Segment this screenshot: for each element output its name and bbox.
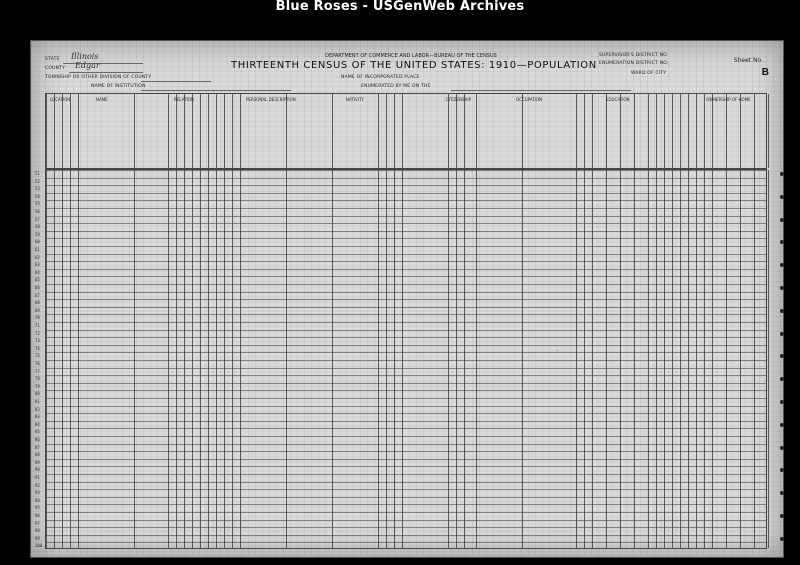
column-rule — [168, 94, 169, 168]
column-rule — [620, 94, 621, 168]
row-rule — [46, 208, 766, 209]
column-rule — [584, 170, 585, 548]
row-rule — [46, 330, 766, 331]
row-rule — [46, 292, 766, 293]
county-value: Edgar — [75, 61, 100, 70]
column-rule — [54, 94, 55, 168]
row-rule — [46, 322, 766, 323]
row-number: 93 — [35, 490, 40, 496]
row-number: 72 — [35, 330, 40, 336]
institution-line — [141, 90, 291, 91]
column-rule — [46, 170, 47, 548]
row-number: 86 — [35, 437, 40, 442]
column-rule — [712, 170, 713, 548]
column-group-label: LOCATION — [50, 97, 71, 102]
column-rule — [606, 170, 607, 548]
column-rule — [522, 170, 523, 548]
binding-hole — [780, 286, 784, 290]
row-rule — [46, 413, 766, 414]
row-rule — [46, 216, 766, 217]
row-number: 89 — [35, 459, 40, 465]
binding-hole — [780, 514, 784, 518]
institution-label: NAME OF INSTITUTION — [91, 84, 146, 89]
column-rule — [476, 94, 477, 168]
row-rule — [46, 535, 766, 536]
column-rule — [768, 94, 769, 168]
row-rule — [46, 360, 766, 361]
row-rule — [46, 375, 766, 376]
row-rule — [46, 482, 766, 483]
column-rule — [768, 170, 769, 548]
enumerated-label: ENUMERATED BY ME ON THE — [361, 84, 431, 89]
row-number: 56 — [35, 209, 40, 214]
column-rule — [634, 170, 635, 548]
column-rule — [192, 94, 193, 168]
row-rule — [46, 406, 766, 407]
row-rule — [46, 390, 766, 391]
column-rule — [224, 170, 225, 548]
state-value: Illinois — [71, 52, 99, 61]
sheet-letter: B — [761, 67, 769, 78]
row-number: 57 — [35, 216, 40, 222]
row-number: 74 — [35, 345, 40, 351]
row-rule — [46, 276, 766, 277]
binding-hole — [780, 446, 784, 450]
column-rule — [46, 94, 47, 168]
column-rule — [476, 170, 477, 548]
row-number: 58 — [35, 224, 40, 230]
row-rule — [46, 436, 766, 437]
township-label: TOWNSHIP OR OTHER DIVISION OF COUNTY — [45, 75, 152, 80]
row-rule — [46, 489, 766, 490]
column-rule — [286, 170, 287, 548]
row-number: 77 — [35, 368, 40, 374]
column-rule — [332, 94, 333, 168]
row-number: 82 — [35, 406, 40, 412]
row-number: 64 — [35, 269, 40, 275]
column-rule — [176, 94, 177, 168]
column-rule — [704, 170, 705, 548]
row-rule — [46, 284, 766, 285]
row-rule — [46, 512, 766, 513]
binding-hole — [780, 195, 784, 199]
column-rule — [62, 94, 63, 168]
row-number: 81 — [35, 399, 40, 404]
column-rule — [726, 94, 727, 168]
row-number: 70 — [35, 315, 40, 321]
row-rule — [46, 352, 766, 353]
enumerated-line — [451, 90, 631, 91]
row-number: 71 — [35, 323, 40, 328]
row-number: 73 — [35, 338, 40, 344]
row-number: 88 — [35, 452, 40, 458]
column-rule — [688, 94, 689, 168]
column-rule — [740, 94, 741, 168]
row-number: 94 — [35, 497, 40, 503]
column-rule — [522, 94, 523, 168]
column-rule — [648, 94, 649, 168]
column-rule — [378, 170, 379, 548]
column-rule — [176, 170, 177, 548]
row-rule — [46, 185, 766, 186]
row-number: 51 — [35, 171, 40, 176]
incorporated-label: NAME OF INCORPORATED PLACE — [341, 75, 420, 80]
sheet-number-label: Sheet No. — [733, 57, 763, 64]
column-rule — [192, 170, 193, 548]
column-rule — [54, 170, 55, 548]
row-rule — [46, 428, 766, 429]
row-rule — [46, 383, 766, 384]
column-rule — [664, 94, 665, 168]
row-number: 69 — [35, 307, 40, 313]
column-rule — [592, 94, 593, 168]
column-group-label: EDUCATION — [606, 97, 630, 102]
row-rule — [46, 345, 766, 346]
column-rule — [576, 94, 577, 168]
row-rule — [46, 299, 766, 300]
row-rule — [46, 527, 766, 528]
column-rule — [70, 94, 71, 168]
row-number: 53 — [35, 186, 40, 192]
column-rule — [232, 170, 233, 548]
row-number: 75 — [35, 353, 40, 359]
column-rule — [448, 170, 449, 548]
row-number: 100 — [35, 543, 43, 549]
column-rule — [216, 94, 217, 168]
row-number: 79 — [35, 383, 40, 389]
row-rule — [46, 474, 766, 475]
column-rule — [168, 170, 169, 548]
binding-hole — [780, 423, 784, 427]
enum-district-label: ENUMERATION DISTRICT NO. — [599, 61, 669, 66]
column-rule — [576, 170, 577, 548]
row-rule — [46, 444, 766, 445]
column-rule — [286, 94, 287, 168]
column-rule — [688, 170, 689, 548]
row-number: 59 — [35, 231, 40, 237]
column-rule — [386, 170, 387, 548]
column-rule — [184, 94, 185, 168]
column-rule — [712, 94, 713, 168]
binding-hole — [780, 468, 784, 472]
department-heading: DEPARTMENT OF COMMERCE AND LABOR—BUREAU OF THE CENSUS — [325, 53, 497, 59]
column-rule — [62, 170, 63, 548]
ward-label: WARD OF CITY — [631, 71, 667, 76]
row-rule — [46, 337, 766, 338]
row-number: 76 — [35, 361, 40, 366]
census-sheet — [30, 40, 784, 558]
column-rule — [208, 94, 209, 168]
row-number: 92 — [35, 482, 40, 488]
column-rule — [240, 94, 241, 168]
binding-hole — [780, 172, 784, 176]
binding-hole — [780, 218, 784, 222]
state-label: STATE — [45, 57, 60, 62]
column-rule — [656, 170, 657, 548]
binding-hole — [780, 240, 784, 244]
row-number: 66 — [35, 285, 40, 290]
column-rule — [634, 94, 635, 168]
column-rule — [464, 94, 465, 168]
column-group-label: OCCUPATION — [516, 97, 543, 102]
row-number: 85 — [35, 429, 40, 435]
column-rule — [200, 170, 201, 548]
row-number: 83 — [35, 414, 40, 420]
row-rule — [46, 170, 766, 171]
column-rule — [402, 170, 403, 548]
column-rule — [240, 170, 241, 548]
column-rule — [216, 170, 217, 548]
row-rule — [46, 451, 766, 452]
column-rule — [696, 94, 697, 168]
enumeration-grid — [35, 169, 767, 549]
column-rule — [584, 94, 585, 168]
column-rule — [754, 94, 755, 168]
row-number: 52 — [35, 178, 40, 184]
column-rule — [726, 170, 727, 548]
column-rule — [680, 94, 681, 168]
column-rule — [448, 94, 449, 168]
column-rule — [208, 170, 209, 548]
column-rule — [664, 170, 665, 548]
row-rule — [46, 246, 766, 247]
row-rule — [46, 520, 766, 521]
binding-hole — [780, 377, 784, 381]
column-rule — [620, 170, 621, 548]
row-number: 68 — [35, 300, 40, 306]
column-header-area — [45, 93, 767, 169]
row-rule — [46, 466, 766, 467]
supervisor-label: SUPERVISOR'S DISTRICT NO. — [599, 53, 669, 58]
column-rule — [70, 170, 71, 548]
binding-hole — [780, 332, 784, 336]
row-number: 61 — [35, 247, 40, 252]
archive-watermark: Blue Roses - USGenWeb Archives — [275, 0, 525, 14]
column-rule — [200, 94, 201, 168]
column-rule — [696, 170, 697, 548]
census-title: THIRTEENTH CENSUS OF THE UNITED STATES: 1910—POPULATION — [231, 60, 597, 71]
row-number: 90 — [35, 467, 40, 473]
row-number: 63 — [35, 262, 40, 268]
column-rule — [184, 170, 185, 548]
row-rule — [46, 200, 766, 201]
row-number: 98 — [35, 528, 40, 534]
column-rule — [232, 94, 233, 168]
column-rule — [740, 170, 741, 548]
binding-hole — [780, 491, 784, 495]
column-group-label: NAME — [96, 97, 108, 102]
column-rule — [332, 170, 333, 548]
column-group-label: NATIVITY — [346, 97, 364, 102]
column-rule — [672, 170, 673, 548]
row-rule — [46, 497, 766, 498]
column-rule — [78, 94, 79, 168]
column-group-label: RELATION — [174, 97, 194, 102]
row-rule — [46, 307, 766, 308]
township-line — [141, 81, 211, 82]
row-rule — [46, 269, 766, 270]
column-rule — [592, 170, 593, 548]
row-number: 80 — [35, 391, 40, 397]
column-rule — [754, 170, 755, 548]
column-rule — [224, 94, 225, 168]
row-number: 84 — [35, 421, 40, 427]
column-rule — [680, 170, 681, 548]
row-number: 60 — [35, 239, 40, 245]
column-rule — [394, 94, 395, 168]
row-rule — [46, 368, 766, 369]
row-number: 65 — [35, 277, 40, 283]
row-number: 95 — [35, 505, 40, 511]
row-rule — [46, 178, 766, 179]
column-group-label: CITIZENSHIP — [446, 97, 471, 102]
row-number: 55 — [35, 201, 40, 207]
row-number: 99 — [35, 535, 40, 541]
binding-hole — [780, 354, 784, 358]
row-number: 97 — [35, 520, 40, 526]
column-rule — [606, 94, 607, 168]
row-number: 78 — [35, 376, 40, 382]
binding-hole — [780, 537, 784, 541]
county-line — [69, 72, 143, 73]
column-rule — [134, 94, 135, 168]
row-rule — [46, 542, 766, 543]
row-rule — [46, 254, 766, 255]
column-rule — [378, 94, 379, 168]
row-rule — [46, 261, 766, 262]
row-rule — [46, 193, 766, 194]
column-group-label: OWNERSHIP OF HOME — [706, 97, 751, 102]
county-label: COUNTY — [45, 66, 66, 71]
column-rule — [402, 94, 403, 168]
column-rule — [672, 94, 673, 168]
column-group-label: PERSONAL DESCRIPTION — [246, 97, 296, 102]
binding-hole — [780, 263, 784, 267]
row-rule — [46, 459, 766, 460]
row-rule — [46, 421, 766, 422]
column-rule — [464, 170, 465, 548]
row-number: 54 — [35, 193, 40, 199]
column-rule — [648, 170, 649, 548]
row-rule — [46, 398, 766, 399]
row-rule — [46, 314, 766, 315]
column-rule — [704, 94, 705, 168]
column-rule — [78, 170, 79, 548]
row-number: 62 — [35, 254, 40, 260]
column-rule — [456, 94, 457, 168]
column-rule — [656, 94, 657, 168]
row-rule — [46, 238, 766, 239]
row-number: 91 — [35, 475, 40, 480]
binding-hole — [780, 309, 784, 313]
row-number: 67 — [35, 292, 40, 298]
column-rule — [134, 170, 135, 548]
column-rule — [456, 170, 457, 548]
row-rule — [46, 223, 766, 224]
binding-hole — [780, 400, 784, 404]
row-number: 96 — [35, 513, 40, 518]
row-rule — [46, 231, 766, 232]
column-rule — [394, 170, 395, 548]
row-rule — [46, 504, 766, 505]
row-number: 87 — [35, 444, 40, 450]
column-rule — [386, 94, 387, 168]
